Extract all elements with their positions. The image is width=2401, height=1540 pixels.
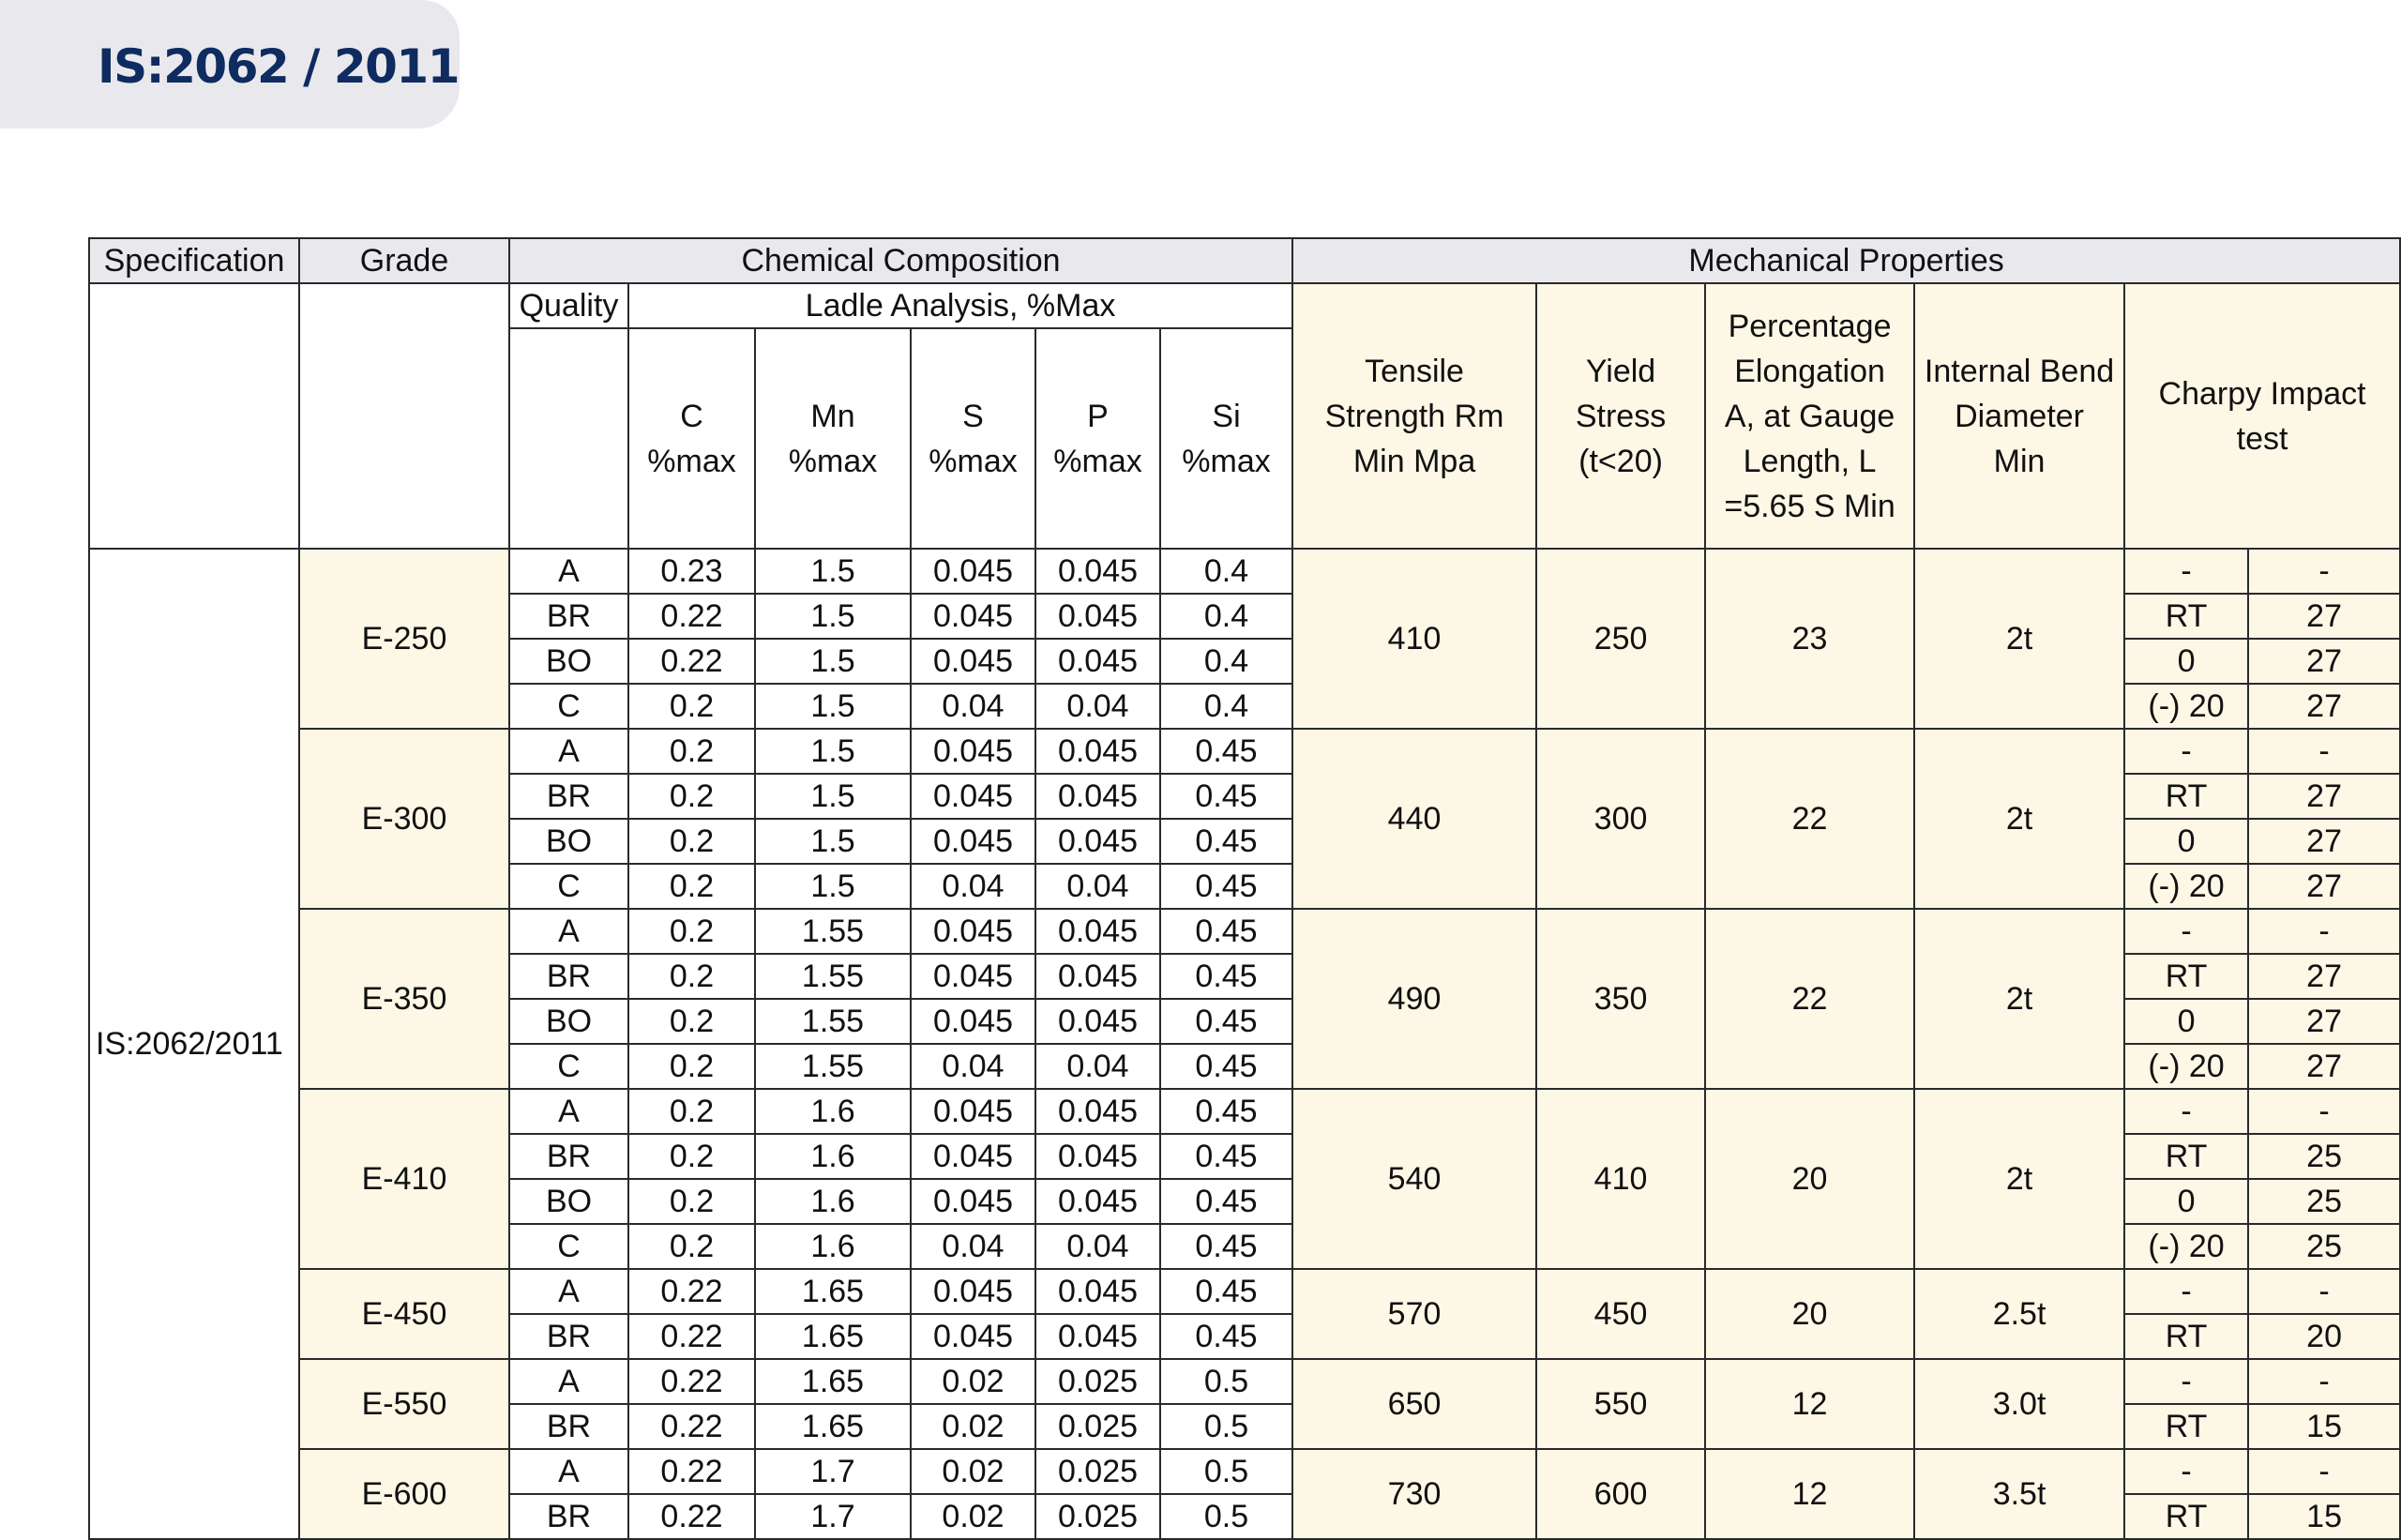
c-cell: 0.22 <box>628 1359 755 1404</box>
quality-cell: BR <box>509 594 628 639</box>
si-cell: 0.4 <box>1160 639 1292 684</box>
charpy-energy-cell: - <box>2248 549 2400 594</box>
mn-cell: 1.65 <box>755 1314 911 1359</box>
quality-cell: BR <box>509 1314 628 1359</box>
elongation-cell: 20 <box>1705 1269 1914 1359</box>
si-cell: 0.5 <box>1160 1494 1292 1539</box>
s-cell: 0.04 <box>911 1044 1035 1089</box>
quality-cell: C <box>509 684 628 729</box>
p-cell: 0.04 <box>1035 1224 1160 1269</box>
header-quality-blank <box>509 328 628 549</box>
quality-cell: BR <box>509 1404 628 1449</box>
quality-cell: A <box>509 729 628 774</box>
quality-cell: A <box>509 909 628 954</box>
charpy-energy-cell: 27 <box>2248 999 2400 1044</box>
charpy-energy-cell: - <box>2248 909 2400 954</box>
header-s: S %max <box>911 328 1035 549</box>
p-cell: 0.045 <box>1035 639 1160 684</box>
spec-cell: IS:2062/2011 <box>89 549 299 1539</box>
bend-cell: 2.5t <box>1914 1269 2124 1359</box>
yield-cell: 250 <box>1536 549 1705 729</box>
bend-cell: 2t <box>1914 549 2124 729</box>
mn-cell: 1.5 <box>755 864 911 909</box>
si-cell: 0.45 <box>1160 1314 1292 1359</box>
elongation-cell: 20 <box>1705 1089 1914 1269</box>
charpy-temp-cell: 0 <box>2124 999 2248 1044</box>
header-mn: Mn %max <box>755 328 911 549</box>
si-cell: 0.45 <box>1160 1134 1292 1179</box>
elongation-cell: 22 <box>1705 729 1914 909</box>
c-cell: 0.22 <box>628 639 755 684</box>
bend-cell: 2t <box>1914 909 2124 1089</box>
quality-cell: BO <box>509 999 628 1044</box>
mn-cell: 1.55 <box>755 999 911 1044</box>
charpy-energy-cell: - <box>2248 1269 2400 1314</box>
charpy-temp-cell: 0 <box>2124 1179 2248 1224</box>
p-cell: 0.045 <box>1035 774 1160 819</box>
quality-cell: BR <box>509 1134 628 1179</box>
si-cell: 0.5 <box>1160 1404 1292 1449</box>
tensile-cell: 410 <box>1292 549 1536 729</box>
header-c: C %max <box>628 328 755 549</box>
mn-cell: 1.6 <box>755 1224 911 1269</box>
table-row <box>89 549 2400 594</box>
mn-cell: 1.7 <box>755 1494 911 1539</box>
c-cell: 0.2 <box>628 1179 755 1224</box>
charpy-energy-cell: 27 <box>2248 864 2400 909</box>
tensile-cell: 440 <box>1292 729 1536 909</box>
si-cell: 0.45 <box>1160 864 1292 909</box>
header-elongation: Percentage Elongation A, at Gauge Length, L =5.65 S Min <box>1705 283 1914 549</box>
mn-cell: 1.6 <box>755 1179 911 1224</box>
p-cell: 0.045 <box>1035 1089 1160 1134</box>
table-row <box>89 909 2400 954</box>
s-cell: 0.045 <box>911 594 1035 639</box>
spec-table <box>88 237 2401 1540</box>
p-cell: 0.045 <box>1035 1134 1160 1179</box>
c-cell: 0.2 <box>628 1134 755 1179</box>
yield-cell: 550 <box>1536 1359 1705 1449</box>
tensile-cell: 570 <box>1292 1269 1536 1359</box>
charpy-temp-cell: 0 <box>2124 819 2248 864</box>
c-cell: 0.22 <box>628 1314 755 1359</box>
charpy-energy-cell: 15 <box>2248 1494 2400 1539</box>
charpy-energy-cell: 27 <box>2248 1044 2400 1089</box>
header-yield: Yield Stress (t<20) <box>1536 283 1705 549</box>
si-cell: 0.45 <box>1160 729 1292 774</box>
p-cell: 0.025 <box>1035 1359 1160 1404</box>
s-cell: 0.045 <box>911 1089 1035 1134</box>
si-cell: 0.45 <box>1160 774 1292 819</box>
mn-cell: 1.6 <box>755 1089 911 1134</box>
mn-cell: 1.65 <box>755 1269 911 1314</box>
tensile-cell: 540 <box>1292 1089 1536 1269</box>
c-cell: 0.2 <box>628 1044 755 1089</box>
yield-cell: 450 <box>1536 1269 1705 1359</box>
charpy-energy-cell: 27 <box>2248 594 2400 639</box>
header-tensile: Tensile Strength Rm Min Mpa <box>1292 283 1536 549</box>
mn-cell: 1.5 <box>755 639 911 684</box>
c-cell: 0.22 <box>628 1404 755 1449</box>
charpy-temp-cell: - <box>2124 1089 2248 1134</box>
si-cell: 0.4 <box>1160 684 1292 729</box>
elongation-cell: 12 <box>1705 1359 1914 1449</box>
s-cell: 0.045 <box>911 909 1035 954</box>
quality-cell: BO <box>509 819 628 864</box>
header-charpy: Charpy Impact test <box>2124 283 2400 549</box>
charpy-energy-cell: 25 <box>2248 1134 2400 1179</box>
charpy-energy-cell: - <box>2248 1359 2400 1404</box>
quality-cell: BO <box>509 639 628 684</box>
charpy-energy-cell: 25 <box>2248 1179 2400 1224</box>
table-row <box>89 729 2400 774</box>
grade-cell: E-450 <box>299 1269 509 1359</box>
si-cell: 0.45 <box>1160 999 1292 1044</box>
page-title: IS:2062 / 2011 <box>98 39 460 94</box>
s-cell: 0.045 <box>911 549 1035 594</box>
p-cell: 0.045 <box>1035 954 1160 999</box>
p-cell: 0.04 <box>1035 684 1160 729</box>
charpy-temp-cell: - <box>2124 909 2248 954</box>
quality-cell: A <box>509 1269 628 1314</box>
charpy-temp-cell: (-) 20 <box>2124 1224 2248 1269</box>
charpy-energy-cell: 27 <box>2248 639 2400 684</box>
elongation-cell: 12 <box>1705 1449 1914 1539</box>
header-si: Si %max <box>1160 328 1292 549</box>
s-cell: 0.04 <box>911 1224 1035 1269</box>
quality-cell: C <box>509 864 628 909</box>
charpy-temp-cell: RT <box>2124 1314 2248 1359</box>
charpy-energy-cell: - <box>2248 1449 2400 1494</box>
charpy-temp-cell: RT <box>2124 594 2248 639</box>
p-cell: 0.045 <box>1035 819 1160 864</box>
charpy-temp-cell: - <box>2124 729 2248 774</box>
c-cell: 0.2 <box>628 909 755 954</box>
elongation-cell: 22 <box>1705 909 1914 1089</box>
charpy-energy-cell: - <box>2248 729 2400 774</box>
p-cell: 0.04 <box>1035 864 1160 909</box>
c-cell: 0.22 <box>628 1449 755 1494</box>
charpy-energy-cell: 25 <box>2248 1224 2400 1269</box>
charpy-energy-cell: - <box>2248 1089 2400 1134</box>
charpy-temp-cell: RT <box>2124 1134 2248 1179</box>
table-row <box>89 1269 2400 1314</box>
s-cell: 0.045 <box>911 1179 1035 1224</box>
charpy-energy-cell: 27 <box>2248 684 2400 729</box>
charpy-temp-cell: 0 <box>2124 639 2248 684</box>
si-cell: 0.4 <box>1160 594 1292 639</box>
charpy-energy-cell: 27 <box>2248 954 2400 999</box>
p-cell: 0.045 <box>1035 1269 1160 1314</box>
quality-cell: C <box>509 1224 628 1269</box>
s-cell: 0.045 <box>911 1314 1035 1359</box>
quality-cell: BR <box>509 1494 628 1539</box>
si-cell: 0.5 <box>1160 1449 1292 1494</box>
mn-cell: 1.55 <box>755 954 911 999</box>
mn-cell: 1.5 <box>755 549 911 594</box>
header-spec-blank <box>89 283 299 549</box>
c-cell: 0.2 <box>628 954 755 999</box>
p-cell: 0.045 <box>1035 729 1160 774</box>
s-cell: 0.02 <box>911 1404 1035 1449</box>
yield-cell: 350 <box>1536 909 1705 1089</box>
charpy-energy-cell: 27 <box>2248 774 2400 819</box>
charpy-temp-cell: - <box>2124 1269 2248 1314</box>
s-cell: 0.045 <box>911 819 1035 864</box>
charpy-temp-cell: RT <box>2124 1404 2248 1449</box>
charpy-temp-cell: - <box>2124 1449 2248 1494</box>
s-cell: 0.02 <box>911 1494 1035 1539</box>
s-cell: 0.045 <box>911 729 1035 774</box>
table-row <box>89 1449 2400 1494</box>
s-cell: 0.045 <box>911 1269 1035 1314</box>
charpy-energy-cell: 27 <box>2248 819 2400 864</box>
s-cell: 0.04 <box>911 684 1035 729</box>
si-cell: 0.45 <box>1160 1179 1292 1224</box>
bend-cell: 3.0t <box>1914 1359 2124 1449</box>
c-cell: 0.22 <box>628 1494 755 1539</box>
quality-cell: A <box>509 1089 628 1134</box>
si-cell: 0.45 <box>1160 1089 1292 1134</box>
mn-cell: 1.5 <box>755 819 911 864</box>
tensile-cell: 730 <box>1292 1449 1536 1539</box>
mn-cell: 1.5 <box>755 729 911 774</box>
c-cell: 0.2 <box>628 864 755 909</box>
bend-cell: 2t <box>1914 1089 2124 1269</box>
si-cell: 0.45 <box>1160 954 1292 999</box>
header-grade: Grade <box>299 238 509 283</box>
header-bend: Internal Bend Diameter Min <box>1914 283 2124 549</box>
mn-cell: 1.65 <box>755 1404 911 1449</box>
yield-cell: 410 <box>1536 1089 1705 1269</box>
mn-cell: 1.65 <box>755 1359 911 1404</box>
si-cell: 0.5 <box>1160 1359 1292 1404</box>
charpy-temp-cell: - <box>2124 1359 2248 1404</box>
mn-cell: 1.5 <box>755 684 911 729</box>
mn-cell: 1.6 <box>755 1134 911 1179</box>
grade-cell: E-350 <box>299 909 509 1089</box>
s-cell: 0.02 <box>911 1449 1035 1494</box>
quality-cell: BR <box>509 954 628 999</box>
p-cell: 0.045 <box>1035 1314 1160 1359</box>
yield-cell: 600 <box>1536 1449 1705 1539</box>
charpy-temp-cell: RT <box>2124 1494 2248 1539</box>
si-cell: 0.45 <box>1160 1224 1292 1269</box>
elongation-cell: 23 <box>1705 549 1914 729</box>
p-cell: 0.045 <box>1035 594 1160 639</box>
c-cell: 0.2 <box>628 729 755 774</box>
si-cell: 0.45 <box>1160 909 1292 954</box>
s-cell: 0.04 <box>911 864 1035 909</box>
header-quality: Quality <box>509 283 628 328</box>
si-cell: 0.45 <box>1160 1044 1292 1089</box>
charpy-temp-cell: (-) 20 <box>2124 1044 2248 1089</box>
quality-cell: BO <box>509 1179 628 1224</box>
charpy-temp-cell: (-) 20 <box>2124 684 2248 729</box>
header-ladle-analysis: Ladle Analysis, %Max <box>628 283 1292 328</box>
p-cell: 0.045 <box>1035 1179 1160 1224</box>
mn-cell: 1.7 <box>755 1449 911 1494</box>
mn-cell: 1.5 <box>755 774 911 819</box>
p-cell: 0.045 <box>1035 999 1160 1044</box>
p-cell: 0.04 <box>1035 1044 1160 1089</box>
bend-cell: 3.5t <box>1914 1449 2124 1539</box>
table-row <box>89 1359 2400 1404</box>
p-cell: 0.045 <box>1035 909 1160 954</box>
yield-cell: 300 <box>1536 729 1705 909</box>
c-cell: 0.2 <box>628 999 755 1044</box>
tensile-cell: 490 <box>1292 909 1536 1089</box>
table-row <box>89 1089 2400 1134</box>
c-cell: 0.2 <box>628 1089 755 1134</box>
charpy-energy-cell: 20 <box>2248 1314 2400 1359</box>
c-cell: 0.2 <box>628 774 755 819</box>
quality-cell: A <box>509 1359 628 1404</box>
p-cell: 0.025 <box>1035 1449 1160 1494</box>
charpy-temp-cell: (-) 20 <box>2124 864 2248 909</box>
header-grade-blank <box>299 283 509 549</box>
grade-cell: E-250 <box>299 549 509 729</box>
title-tab <box>0 0 460 128</box>
header-p: P %max <box>1035 328 1160 549</box>
c-cell: 0.22 <box>628 594 755 639</box>
s-cell: 0.045 <box>911 774 1035 819</box>
grade-cell: E-410 <box>299 1089 509 1269</box>
p-cell: 0.025 <box>1035 1404 1160 1449</box>
si-cell: 0.4 <box>1160 549 1292 594</box>
bend-cell: 2t <box>1914 729 2124 909</box>
header-chemical-composition: Chemical Composition <box>509 238 1292 283</box>
mn-cell: 1.55 <box>755 909 911 954</box>
grade-cell: E-550 <box>299 1359 509 1449</box>
charpy-temp-cell: RT <box>2124 774 2248 819</box>
s-cell: 0.045 <box>911 999 1035 1044</box>
s-cell: 0.045 <box>911 954 1035 999</box>
quality-cell: A <box>509 549 628 594</box>
grade-cell: E-300 <box>299 729 509 909</box>
mn-cell: 1.5 <box>755 594 911 639</box>
c-cell: 0.22 <box>628 1269 755 1314</box>
quality-cell: A <box>509 1449 628 1494</box>
p-cell: 0.025 <box>1035 1494 1160 1539</box>
quality-cell: C <box>509 1044 628 1089</box>
p-cell: 0.045 <box>1035 549 1160 594</box>
charpy-temp-cell: - <box>2124 549 2248 594</box>
c-cell: 0.23 <box>628 549 755 594</box>
tensile-cell: 650 <box>1292 1359 1536 1449</box>
c-cell: 0.2 <box>628 1224 755 1269</box>
charpy-energy-cell: 15 <box>2248 1404 2400 1449</box>
quality-cell: BR <box>509 774 628 819</box>
c-cell: 0.2 <box>628 684 755 729</box>
s-cell: 0.045 <box>911 639 1035 684</box>
si-cell: 0.45 <box>1160 819 1292 864</box>
s-cell: 0.02 <box>911 1359 1035 1404</box>
header-specification: Specification <box>89 238 299 283</box>
s-cell: 0.045 <box>911 1134 1035 1179</box>
c-cell: 0.2 <box>628 819 755 864</box>
charpy-temp-cell: RT <box>2124 954 2248 999</box>
mn-cell: 1.55 <box>755 1044 911 1089</box>
header-mechanical-properties: Mechanical Properties <box>1292 238 2400 283</box>
si-cell: 0.45 <box>1160 1269 1292 1314</box>
grade-cell: E-600 <box>299 1449 509 1539</box>
